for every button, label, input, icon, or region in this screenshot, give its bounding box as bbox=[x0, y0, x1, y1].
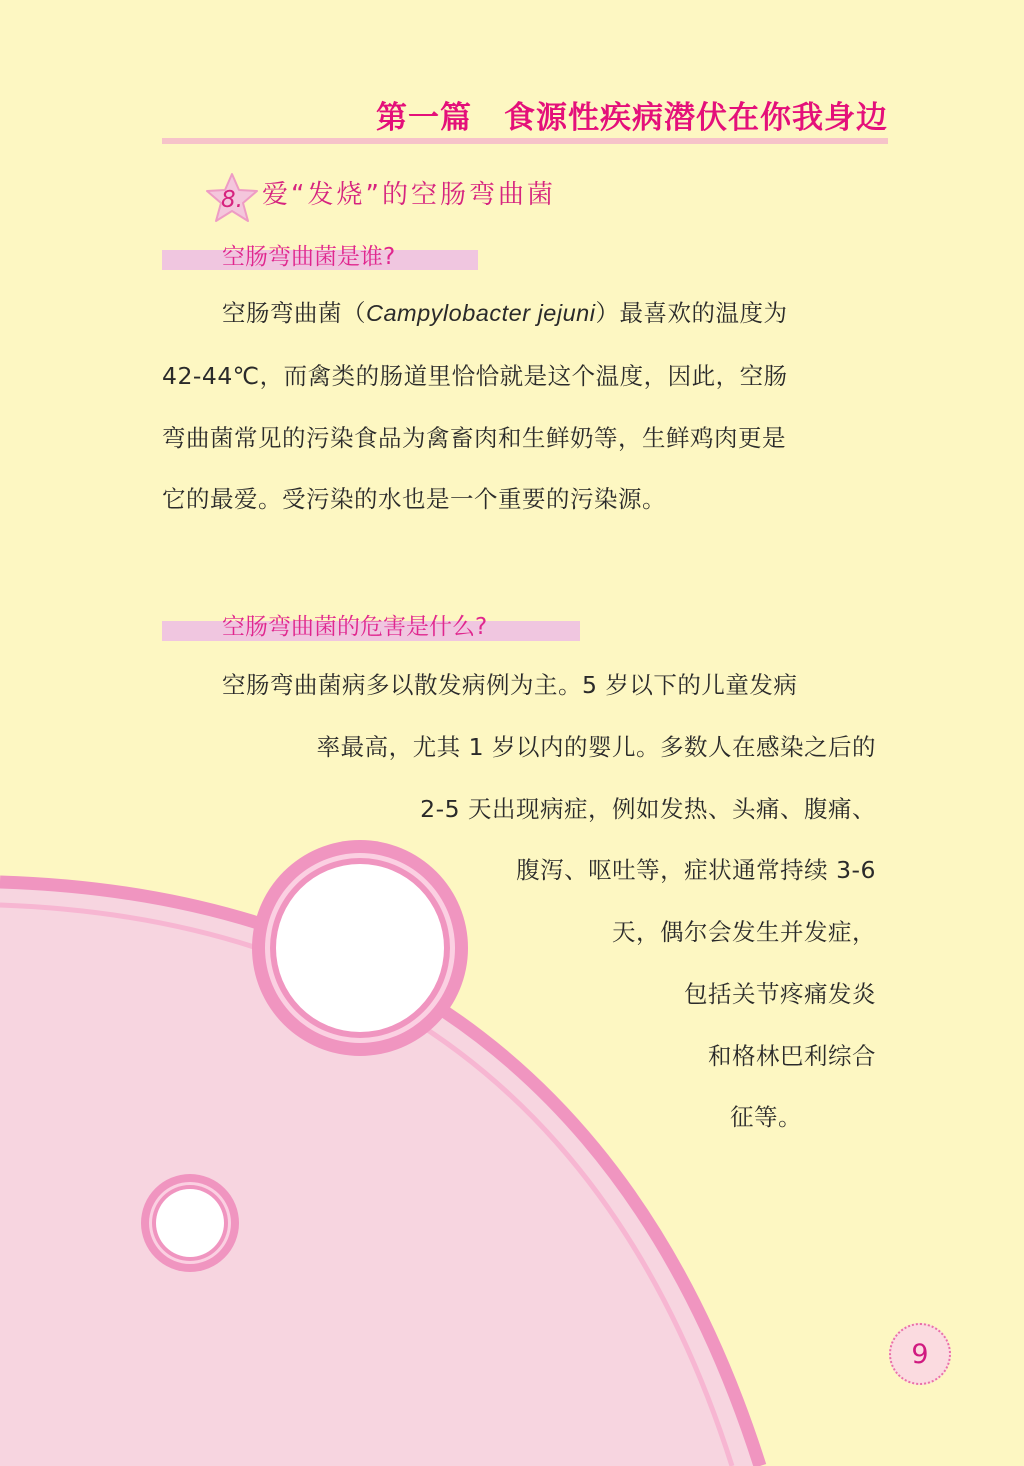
paragraph-line: 空肠弯曲菌病多以散发病例为主。5 岁以下的儿童发病 bbox=[222, 671, 798, 699]
paragraph-line: 弯曲菌常见的污染食品为禽畜肉和生鲜奶等，生鲜鸡肉更是 bbox=[162, 424, 786, 452]
paragraph-line: 率最高，尤其 1 岁以内的婴儿。多数人在感染之后的 bbox=[316, 733, 876, 761]
paragraph-line: 2-5 天出现病症，例如发热、头痛、腹痛、 bbox=[420, 795, 876, 823]
latin-name: Campylobacter jejuni bbox=[366, 300, 596, 326]
paragraph-line: 征等。 bbox=[730, 1103, 802, 1131]
section-number: 8. bbox=[221, 187, 243, 213]
section-number-badge bbox=[204, 172, 260, 224]
paragraph-line: 天，偶尔会发生并发症， bbox=[612, 918, 876, 946]
paragraph-line: 包括关节疼痛发炎 bbox=[684, 980, 876, 1008]
paragraph-line: 腹泻、呕吐等，症状通常持续 3-6 bbox=[516, 856, 876, 884]
paragraph-line: 它的最爱。受污染的水也是一个重要的污染源。 bbox=[162, 485, 666, 513]
subheading-harm: 空肠弯曲菌的危害是什么? bbox=[222, 614, 488, 640]
subheading-who: 空肠弯曲菌是谁? bbox=[222, 244, 396, 270]
chapter-title: 第一篇 食源性疾病潜伏在你我身边 bbox=[376, 100, 888, 136]
paragraph-line: 和格林巴利综合 bbox=[708, 1042, 876, 1070]
section-title: 爱“发烧”的空肠弯曲菌 bbox=[262, 180, 556, 210]
header-divider bbox=[162, 138, 888, 144]
page-number: 9 bbox=[889, 1323, 951, 1385]
paragraph-line: 空肠弯曲菌（Campylobacter jejuni）最喜欢的温度为 bbox=[222, 299, 788, 327]
paragraph-line: 42-44℃，而禽类的肠道里恰恰就是这个温度，因此，空肠 bbox=[162, 362, 788, 390]
